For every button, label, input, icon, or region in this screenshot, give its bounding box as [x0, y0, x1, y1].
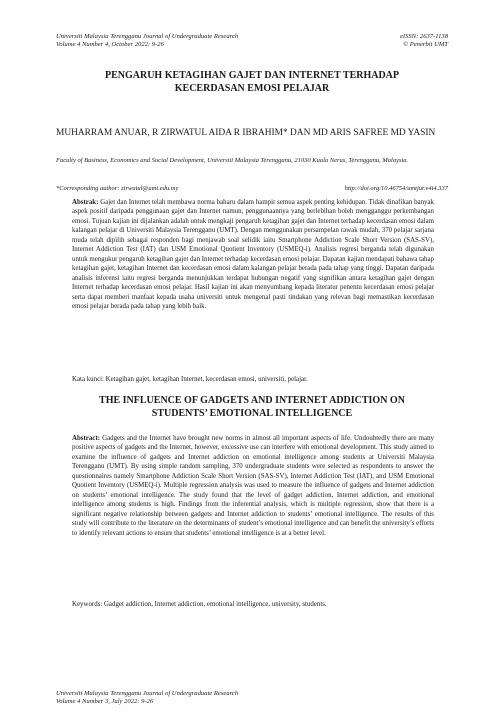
malay-title — [56, 70, 448, 95]
running-header-right — [400, 33, 448, 50]
english-title-line-1: THE INFLUENCE OF GADGETS AND INTERNET ADDICTION ON — [99, 395, 405, 406]
author-list: MUHARRAM ANUAR, R ZIRWATUL AIDA R IBRAHIM* DAN MD ARIS SAFREE MD YASIN — [56, 128, 436, 138]
running-header-left — [56, 33, 238, 50]
english-abstract-text: Gadgets and the Internet have brought new norms in almost all important aspects of life. Undoubtedly there are many positive aspects of gadgets and the Internet, however, excessive use can interfere with emotional development. This study aimed to examine the influence of gadgets and Internet addiction on emotional intelligence among students at Universiti Malaysia Terengganu (UMT). By using simple random sampling, 370 undergraduate students were selected as respondents to answer the questionnaires namely Smartphone Addiction Scale Short Version (SAS-SV), Internet Addiction Test (IAT), and USM Emotional Quotient Inventory (USMEQ-i). Multiple regression analysis was used to measure the influence of gadgets and Internet addiction on students’ emotional intelligence. The study found that the level of gadget addiction, Internet addiction, and emotional intelligence among students is high. Findings from the inferential analysis, which is multiple regression, show that there is a significant negative relationship between gadgets and Internet addiction to students’ emotional intelligence. The results of this study will contribute to the literature on the determinants of student’s emotional intelligence and can benefit the university’s efforts to identify relevant actions to ensure that students’ emotional intelligence is at a better level. — [72, 435, 434, 537]
header-copyright: © Penerbit UMT — [403, 41, 448, 49]
page-footer — [56, 690, 238, 707]
english-title-line-2: STUDENTS’ EMOTIONAL INTELLIGENCE — [151, 407, 353, 419]
footer-journal-name: Universiti Malaysia Terengganu Journal of Undergraduate Research — [56, 690, 239, 697]
malay-keywords: Kata kunci: Ketagihan gajet, ketagihan Internet, kecerdasan emosi, universiti, pelajar. — [72, 376, 308, 383]
malay-title-line-1: PENGARUH KETAGIHAN GAJET DAN INTERNET TERHADAP — [104, 70, 400, 81]
malay-abstract — [72, 198, 434, 311]
correspondence-line — [56, 184, 448, 193]
header-journal-name: Universiti Malaysia Terengganu Journal of Undergraduate Research — [56, 33, 239, 40]
header-eissn: eISSN: 2637-1138 — [399, 33, 448, 40]
english-abstract-label: Abstract: — [72, 435, 100, 442]
affiliation: Faculty of Business, Economics and Social Development, Universiti Malaysia Terengganu, 21030 Kuala Nerus, Terengganu, Malaysia. — [56, 157, 409, 164]
malay-title-line-2: KECERDASAN EMOSI PELAJAR — [174, 82, 330, 94]
english-keywords: Keywords: Gadget addiction, Internet addiction, emotional intelligence, university, students. — [72, 601, 327, 608]
malay-abstract-label: Abstrak: — [72, 199, 99, 206]
doi-link[interactable]: http://doi.org/10.46754/umtjur.v4i4.337 — [344, 185, 448, 192]
english-abstract — [72, 434, 434, 538]
header-issue: Volume 4 Number 4, October 2022: 9-26 — [56, 41, 164, 49]
corresponding-author: *Corresponding author: zirwatul@umt.edu.my — [56, 185, 179, 192]
english-title — [56, 395, 448, 420]
footer-issue: Volume 4 Number 3, July 2022: 9-26 — [56, 698, 154, 706]
malay-abstract-text: Gajet dan Internet telah membawa norma baharu dalam hampir semua aspek penting kehidupan. Tidak dinafikan banyak aspek positif daripada penggunaan gajet dan Internet namun, penggunaannya yang berlebihan boleh mengganggu perkembangan emosi. Tujuan kajian ini dijalankan adalah untuk mengkaji pengaruh ketagihan gajet dan Internet terhadap kecerdasan emosi dalam kalangan pelajar di Universiti Malaysia Terengganu (UMT). Dengan menggunakan persampelan rawak mudah, 370 pelajar sarjana muda telah dipilih sebagai responden bagi menjawab soal selidik iaitu Smartphone Addiction Scale Short Version (SAS-SV), Internet Addiction Test (IAT) dan USM Emotional Quotient Inventory (USMEQ-i). Analisis regresi berganda telah digunakan untuk mengukur pengaruh ketagihan gajet dan Internet terhadap kecerdasan emosi pelajar. Dapatan kajian mendapati bahawa tahap ketagihan gajet, ketagihan Internet dan kecerdasan emosi dalam kalangan pelajar berada pada tahap yang tinggi. Dapatan daripada analisis inferensi iaitu regresi berganda menunjukkan terdapat hubungan negatif yang signifikan antara ketagihan gajet dengan Internet terhadap kecerdasan emosi pelajar. Hasil kajian ini akan menyumbang kepada literatur penentu kecerdasan emosi pelajar serta dapat memberi manfaat kepada usaha universiti untuk mengenal pasti tindakan yang relevan bagi memastikan kecerdasan emosi pelajar berada pada tahap yang lebih baik. — [72, 199, 434, 310]
